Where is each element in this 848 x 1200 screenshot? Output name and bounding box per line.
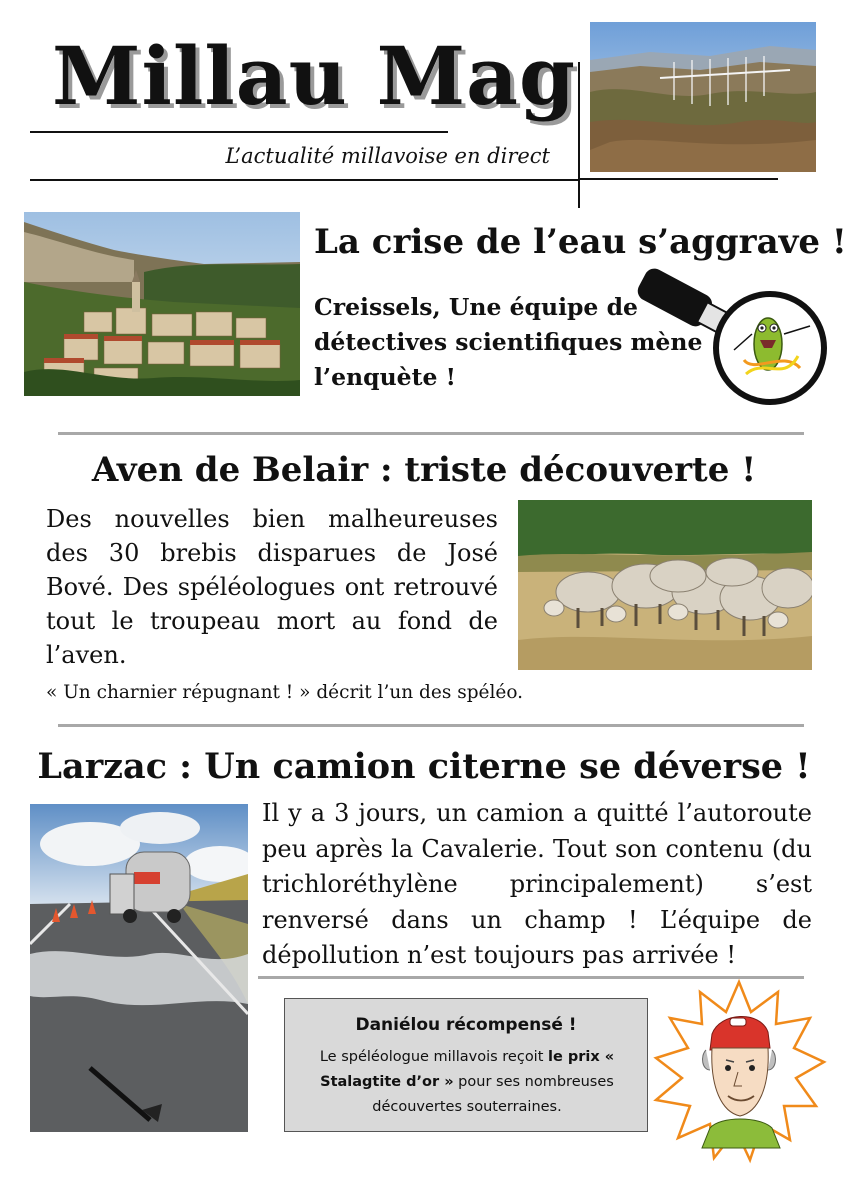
award-text-end: pour ses nombreuses découvertes souterraines.: [372, 1074, 614, 1115]
award-title: Daniélou récompensé !: [355, 1015, 577, 1035]
sheep-photo: [518, 500, 812, 670]
masthead-rule-top: [30, 131, 448, 133]
masthead-side-rule: [578, 178, 778, 180]
award-box: [284, 998, 648, 1132]
award-text-start: Le spéléologue millavois reçoit: [319, 1049, 549, 1065]
section-divider-1: [58, 432, 804, 435]
aven-quote: « Un charnier répugnant ! » décrit l’un des spéléo.: [46, 682, 524, 703]
magazine-tagline: L’actualité millavoise en direct: [225, 144, 550, 168]
larzac-headline: Larzac : Un camion citerne se déverse !: [37, 746, 811, 787]
magnifier-microbe-icon: [634, 264, 834, 410]
caver-portrait-icon: [650, 978, 828, 1168]
masthead-rule-bottom: [30, 179, 578, 181]
viaduct-photo: [590, 22, 816, 172]
water-crisis-subheadline: Creissels, Une équipe de détectives scientifiques mène l’enquète !: [314, 293, 703, 391]
award-text: [295, 1045, 639, 1120]
village-photo: [24, 212, 300, 396]
masthead-vertical-rule: [578, 62, 580, 208]
larzac-body: Il y a 3 jours, un camion a quitté l’autoroute peu après la Cavalerie. Tout son contenu (du trichloréthylène principalement) s’est renversé dans un champ ! L’équipe de dépollution n’est toujours pas arrivée !: [262, 799, 812, 969]
aven-headline: Aven de Belair : triste découverte !: [91, 450, 757, 490]
aven-body: Des nouvelles bien malheureuses des 30 brebis disparues de José Bové. Des spéléologues ont retrouvé tout le troupeau mort au fond de l’aven.: [46, 505, 498, 669]
section-divider-2: [58, 724, 804, 727]
tanker-truck-photo: [30, 804, 248, 1132]
award-prize-name: le prix « Stalagtite d’or »: [320, 1049, 615, 1090]
water-crisis-headline: La crise de l’eau s’aggrave !: [314, 222, 847, 262]
magazine-title: Millau Mag: [52, 29, 576, 123]
